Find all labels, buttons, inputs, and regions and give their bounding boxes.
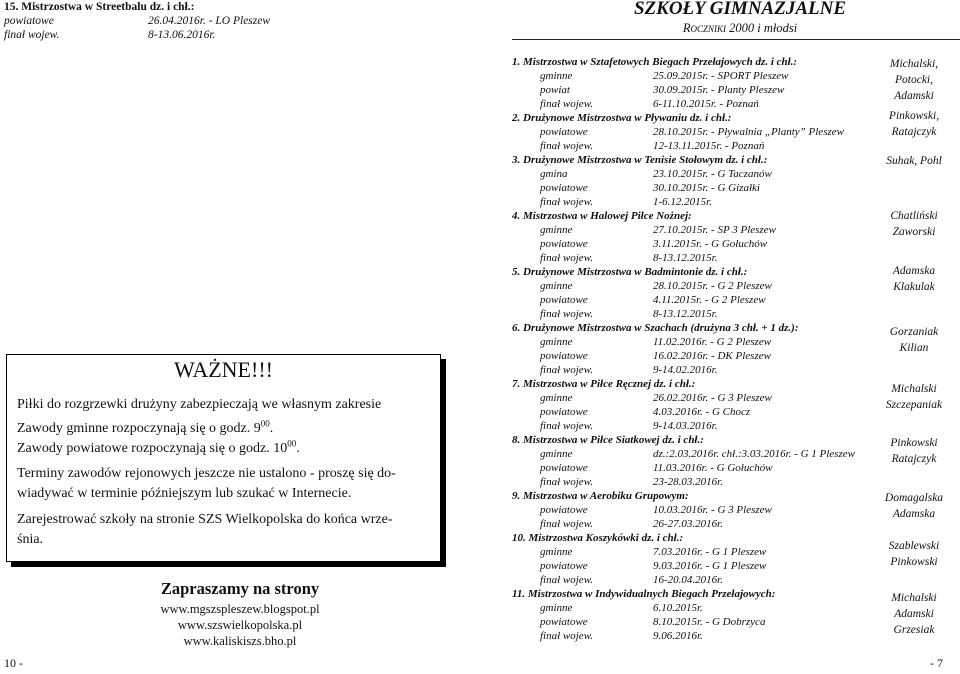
event-title: 10. Mistrzostwa Koszykówki dz. i chł.:: [512, 532, 684, 544]
event-title: 2. Drużynowe Mistrzostwa w Pływaniu dz. i chł.:: [512, 112, 732, 124]
coach-name: Zaworski: [892, 226, 936, 238]
coach-name: Michalski,: [889, 58, 939, 70]
event-row-value: 26.02.2016r. - G 3 Pleszew: [653, 392, 772, 404]
event-row-value: 9.06.2016r.: [653, 630, 703, 642]
event-row-value: 28.10.2015r. - Pływalnia „Planty” Pleszew: [653, 126, 844, 138]
coach-name: Szczepaniak: [885, 399, 943, 411]
notice-sup: 00: [287, 438, 297, 449]
notice-text: Zarejestrować szkoły na stronie SZS Wielkopolska do końca wrze-: [17, 512, 393, 527]
event-row-value: 1-6.12.2015r.: [653, 196, 712, 208]
event-row-value: 26-27.03.2016r.: [653, 518, 723, 530]
event-row-label: finał wojew.: [540, 140, 593, 152]
page-number-left: 10 -: [4, 656, 23, 670]
notice-balls: [17, 395, 432, 415]
event-row-value: 6.10.2015r.: [653, 602, 703, 614]
coach-name: Szablewski: [888, 540, 940, 552]
invite-title: Zapraszamy na strony: [160, 579, 320, 598]
coach-name: Domagalska: [884, 492, 944, 504]
event-row-value: 23-28.03.2016r.: [653, 476, 723, 488]
event-title: 4. Mistrzostwa w Halowej Piłce Nożnej:: [512, 210, 692, 222]
event-row-label: powiatowe: [540, 238, 588, 250]
event-row-value: 4.03.2016r. - G Chocz: [653, 406, 751, 418]
event-row-label: powiatowe: [540, 294, 588, 306]
event-row-label: finał wojew.: [540, 98, 593, 110]
coach-name: Kilian: [899, 342, 929, 354]
notice-regional: [17, 464, 432, 504]
notice-text: Zawody powiatowe rozpoczynają się o godz. 10: [17, 441, 288, 456]
event-row-label: gminne: [540, 392, 573, 404]
coach-name: Chatliński: [890, 210, 938, 222]
event-row-value: 30.10.2015r. - G Gizałki: [653, 182, 760, 194]
row-label: powiatowe: [4, 15, 54, 27]
event-row-value: 9.03.2016r. - G 1 Pleszew: [653, 560, 767, 572]
notice-text: Terminy zawodów rejonowych jeszcze nie ustalono - proszę się do-: [17, 466, 396, 481]
row-label: finał wojew.: [4, 29, 60, 41]
event-row-value: 11.03.2016r. - G Gołuchów: [653, 462, 773, 474]
event-title: 8. Mistrzostwa w Piłce Siatkowej dz. i chł.:: [512, 434, 704, 446]
coach-name: Michalski: [891, 383, 937, 395]
event-row-label: finał wojew.: [540, 252, 593, 264]
coach-name: Michalski: [891, 592, 937, 604]
notice-text: wiadywać w terminie późniejszym lub szukać w Internecie.: [17, 486, 352, 501]
event-row-value: 8-13.12.2015r.: [653, 308, 718, 320]
event-row-label: powiat: [540, 84, 570, 96]
event-row-value: 8-13.12.2015r.: [653, 252, 718, 264]
row-value: 8-13.06.2016r.: [148, 29, 216, 41]
event-row-label: gmina: [540, 168, 568, 180]
row-value: 26.04.2016r. - LO Pleszew: [148, 15, 271, 27]
event-row-value: 23.10.2015r. - G Taczanów: [653, 168, 772, 180]
page-title: SZKOŁY GIMNAZJALNE: [633, 0, 846, 19]
event-row-label: powiatowe: [540, 504, 588, 516]
coach-name: Adamska: [892, 265, 936, 277]
event-row-label: finał wojew.: [540, 364, 593, 376]
streetball-title: 15. Mistrzostwa w Streetbalu dz. i chł.:: [4, 1, 195, 13]
coach-name: Potocki,: [895, 74, 933, 86]
event-row-value: 12-13.11.2015r. - Poznań: [653, 140, 765, 152]
notice-text: Piłki do rozgrzewki drużyny zabezpieczają we własnym zakresie: [17, 397, 382, 412]
coach-name: Adamski: [894, 608, 934, 620]
event-row-value: 6-11.10.2015r. - Poznań: [653, 98, 759, 110]
streetball-row: [4, 15, 270, 27]
event-row-value: 25.09.2015r. - SPORT Pleszew: [653, 70, 789, 82]
header-rule: [512, 39, 960, 40]
event-title: 1. Mistrzostwa w Sztafetowych Biegach Przełajowych dz. i chł.:: [512, 56, 798, 68]
event-row-value: 28.10.2015r. - G 2 Pleszew: [653, 280, 772, 292]
notice-text: śnia.: [17, 532, 44, 547]
website-link[interactable]: www.mgszspleszew.blogspot.pl: [160, 602, 320, 616]
event-row-label: gminne: [540, 224, 573, 236]
event-row-label: gminne: [540, 336, 573, 348]
event-row-value: 8.10.2015r. - G Dobrzyca: [653, 616, 766, 628]
event-title: 5. Drużynowe Mistrzostwa w Badmintonie dz. i chł.:: [512, 266, 748, 278]
coach-name: Adamski: [894, 90, 934, 102]
event-row-value: 16-20.04.2016r.: [653, 574, 723, 586]
event-title: 6. Drużynowe Mistrzostwa w Szachach (drużyna 3 chł. + 1 dz.):: [512, 322, 799, 334]
event-row-label: gminne: [540, 546, 573, 558]
notice-sup: 00: [260, 418, 270, 429]
event-row-label: powiatowe: [540, 406, 588, 418]
event-row-label: powiatowe: [540, 462, 588, 474]
event-row-label: finał wojew.: [540, 574, 593, 586]
event-row-label: gminne: [540, 280, 573, 292]
coach-name: Pinkowski: [890, 556, 938, 568]
notice-hours: Zawody gminne rozpoczynają się o godz. $9^{00}$. Zawody powiatowe rozpoczynają się o godz. $10^{00}$.: [17, 418, 300, 456]
event-title: 9. Mistrzostwa w Aerobiku Grupowym:: [512, 490, 689, 502]
event-row-value: 11.02.2016r. - G 2 Pleszew: [653, 336, 772, 348]
event-row-label: finał wojew.: [540, 420, 593, 432]
subtitle-smallcaps: Roczniki: [682, 21, 726, 35]
event-row-value: 10.03.2016r. - G 3 Pleszew: [653, 504, 772, 516]
event-row-label: powiatowe: [540, 350, 588, 362]
event-row-label: powiatowe: [540, 616, 588, 628]
coach-name: Ratajczyk: [891, 126, 937, 138]
coach-name: Ratajczyk: [891, 453, 937, 465]
event-row-value: 30.09.2015r. - Planty Pleszew: [653, 84, 785, 96]
subtitle-rest: 2000 i młodsi: [725, 21, 798, 35]
event-row-label: powiatowe: [540, 182, 588, 194]
streetball-row: [4, 29, 215, 41]
event-title: 11. Mistrzostwa w Indywidualnych Biegach Przełajowych:: [512, 588, 776, 600]
website-link[interactable]: www.szswielkopolska.pl: [177, 618, 303, 632]
event-row-label: gminne: [540, 70, 573, 82]
event-row-value: 16.02.2016r. - DK Pleszew: [653, 350, 771, 362]
page-subtitle: [560, 21, 920, 36]
event-row-value: 9-14.03.2016r.: [653, 420, 718, 432]
important-notice-box: [6, 354, 441, 562]
event-row-value: 4.11.2015r. - G 2 Pleszew: [653, 294, 766, 306]
event-row-label: finał wojew.: [540, 476, 593, 488]
event-row-label: finał wojew.: [540, 196, 593, 208]
notice-title: WAŻNE!!!: [174, 357, 273, 382]
event-row-value: 27.10.2015r. - SP 3 Pleszew: [653, 224, 776, 236]
event-row-label: gminne: [540, 448, 573, 460]
event-title: 3. Drużynowe Mistrzostwa w Tenisie Stołowym dz. i chł.:: [512, 154, 768, 166]
event-row-value: 7.03.2016r. - G 1 Pleszew: [653, 546, 767, 558]
event-row-value: dz.:2.03.2016r. chł.:3.03.2016r. - G 1 Pleszew: [653, 448, 855, 460]
notice-register: [17, 510, 432, 550]
website-link[interactable]: www.kaliskiszs.bho.pl: [183, 634, 297, 648]
event-row-label: finał wojew.: [540, 308, 593, 320]
event-row-label: finał wojew.: [540, 518, 593, 530]
event-row-value: 3.11.2015r. - G Gołuchów: [653, 238, 768, 250]
coach-name: Adamska: [892, 508, 936, 520]
event-title: 7. Mistrzostwa w Piłce Ręcznej dz. i chł.:: [512, 378, 696, 390]
event-row-value: 9-14.02.2016r.: [653, 364, 718, 376]
notice-text: Zawody gminne rozpoczynają się o godz. 9: [17, 421, 261, 436]
page-number-right: - 7: [930, 656, 943, 670]
event-row-label: powiatowe: [540, 560, 588, 572]
coach-name: Klakulak: [893, 281, 935, 293]
coach-name: Gorzaniak: [889, 326, 939, 338]
coach-name: Suhak, Pohl: [886, 155, 942, 167]
event-row-label: gminne: [540, 602, 573, 614]
coach-name: Pinkowski: [890, 437, 938, 449]
event-row-label: powiatowe: [540, 126, 588, 138]
coach-name: Grzesiak: [893, 624, 935, 636]
coach-name: Pinkowski,: [888, 110, 940, 122]
event-row-label: finał wojew.: [540, 630, 593, 642]
